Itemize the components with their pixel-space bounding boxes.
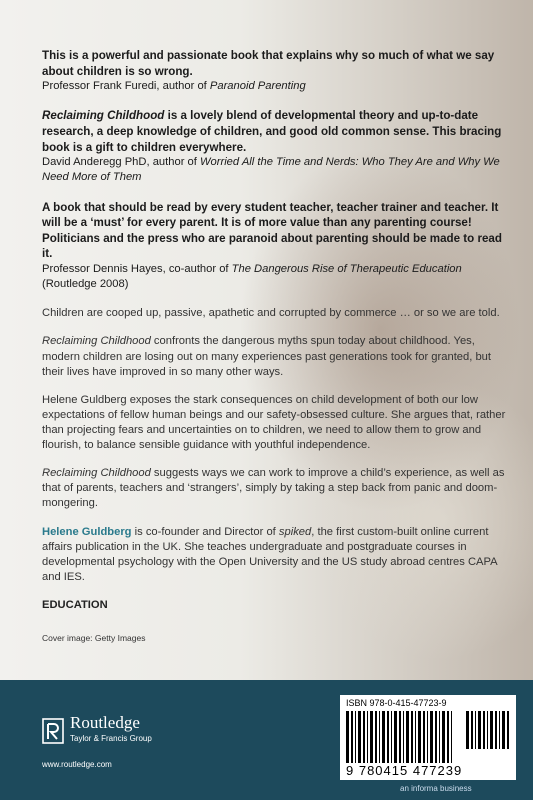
quote-attribution: [42, 262, 512, 292]
book-title-inline: Reclaiming Childhood: [42, 467, 151, 480]
barcode-bar: [430, 711, 433, 763]
quote-text: This is a powerful and passionate book that explains why so much of what we say about children is so wrong.: [42, 49, 495, 78]
quote-attribution: [42, 155, 512, 185]
endorsement-quote-3: [42, 200, 512, 293]
barcode-bar: [375, 711, 377, 763]
barcode-bar: [387, 711, 389, 763]
book-title-inline: Reclaiming Childhood: [42, 335, 151, 348]
barcode-bar: [439, 711, 440, 763]
endorsement-quote-2: [42, 108, 512, 185]
quote-body: is a lovely blend of developmental theory and up-to-date research, a deep knowledge of children, and good old common sense. This bracing book is a gift to children everywhere.: [42, 109, 502, 154]
category-label: EDUCATION: [42, 598, 108, 611]
attribution-prefix: David Anderegg PhD, author of: [42, 156, 200, 169]
barcode-bar: [415, 711, 416, 763]
barcode-addon-icon: [466, 711, 510, 749]
blurb-paragraph-1: Children are cooped up, passive, apathetic and corrupted by commerce … or so we are told.: [42, 307, 500, 320]
attribution-prefix: Professor Dennis Hayes, co-author of: [42, 263, 232, 276]
publisher-name: Routledge: [70, 713, 140, 732]
back-cover-text: [42, 48, 512, 645]
barcode-panel: [340, 695, 516, 780]
book-title-inline: Reclaiming Childhood: [42, 109, 165, 123]
barcode-bar: [355, 711, 356, 763]
isbn-label: ISBN 978-0-415-47723-9: [346, 698, 447, 708]
blurb-paragraph-2: [42, 334, 512, 379]
barcode-bar: [382, 711, 385, 763]
paragraph-text: confronts the dangerous myths spun today about childhood. Yes, modern children are losing out on many experiences past generations took for granted, but their lives have improved in so many other ways.: [42, 335, 492, 378]
publisher-url: www.routledge.com: [42, 760, 112, 769]
barcode-bar: [367, 711, 368, 763]
paragraph-text: suggests ways we can work to improve a child’s experience, as well as that of parents, teachers and ‘strangers’, simply by taking a step back from panic and doom-mongering.: [42, 467, 505, 510]
cover-credit: Cover image: Getty Images: [42, 633, 146, 644]
publication-name: spiked: [278, 525, 312, 538]
barcode-bar: [466, 711, 469, 749]
quote-attribution: [42, 79, 512, 94]
barcode-bar: [478, 711, 481, 749]
attribution-suffix: (Routledge 2008): [42, 278, 129, 291]
barcode-bar: [399, 711, 401, 763]
attribution-title: The Dangerous Rise of Therapeutic Education: [231, 263, 462, 276]
blurb-paragraph-4: [42, 466, 512, 511]
barcode-bar: [379, 711, 380, 763]
author-bio: [42, 525, 512, 585]
barcode-bar: [403, 711, 404, 763]
barcode-bar: [346, 711, 349, 763]
barcode-bar: [451, 711, 452, 763]
bio-text: , the first custom-built online current affairs publication in the UK. She teaches undergraduate and postgraduate courses in developmental psychology with the Open University and the US study abroad centres CAPA and IES.: [42, 525, 497, 583]
barcode-icon: [346, 711, 456, 763]
publisher-subtitle: Taylor & Francis Group: [70, 734, 152, 743]
endorsement-quote-1: [42, 48, 512, 94]
quote-text: [42, 108, 512, 155]
blurb-paragraph-3: Helene Guldberg exposes the stark consequences on child development of both our low expectations of fellow human beings and our safety-obsessed culture. She argues that, rather than projecting fears and uncertainties on to children, we need to allow them to grow and flourish, to balance sensible guidance with youthful independence.: [42, 393, 506, 452]
barcode-bar: [471, 711, 473, 749]
barcode-bar: [507, 711, 509, 749]
barcode-bar: [475, 711, 476, 749]
barcode-bar: [435, 711, 437, 763]
informa-tagline: an informa business: [400, 784, 472, 793]
barcode-bar: [351, 711, 353, 763]
barcode-bar: [483, 711, 485, 749]
routledge-logo-icon: [42, 718, 64, 744]
barcode-bar: [502, 711, 505, 749]
barcode-bar: [370, 711, 373, 763]
attribution-title: Worried All the Time and Nerds: Who They Are and Why We Need More of Them: [42, 156, 500, 184]
barcode-bar: [358, 711, 361, 763]
barcode-bar: [442, 711, 445, 763]
ean-number: 9 780415 477239: [346, 763, 463, 778]
attribution-prefix: Professor Frank Furedi, author of: [42, 80, 210, 93]
barcode-bar: [490, 711, 493, 749]
attribution-title: Paranoid Parenting: [209, 80, 306, 93]
barcode-bar: [499, 711, 500, 749]
author-name: Helene Guldberg: [42, 525, 132, 538]
barcode-bar: [427, 711, 428, 763]
barcode-bar: [418, 711, 421, 763]
barcode-bar: [411, 711, 413, 763]
barcode-bar: [423, 711, 425, 763]
barcode-bar: [406, 711, 409, 763]
barcode-bar: [447, 711, 449, 763]
barcode-bar: [487, 711, 488, 749]
barcode-bar: [495, 711, 497, 749]
quote-text: A book that should be read by every student teacher, teacher trainer and teacher. It will be a ‘must’ for every parent. It is of more value than any parenting course! Politicians and the press who are paranoid about parenting should be made to read it.: [42, 200, 502, 261]
bio-text: is co-founder and Director of: [131, 525, 279, 538]
barcode-bar: [394, 711, 397, 763]
barcode-bar: [391, 711, 392, 763]
barcode-bar: [363, 711, 365, 763]
